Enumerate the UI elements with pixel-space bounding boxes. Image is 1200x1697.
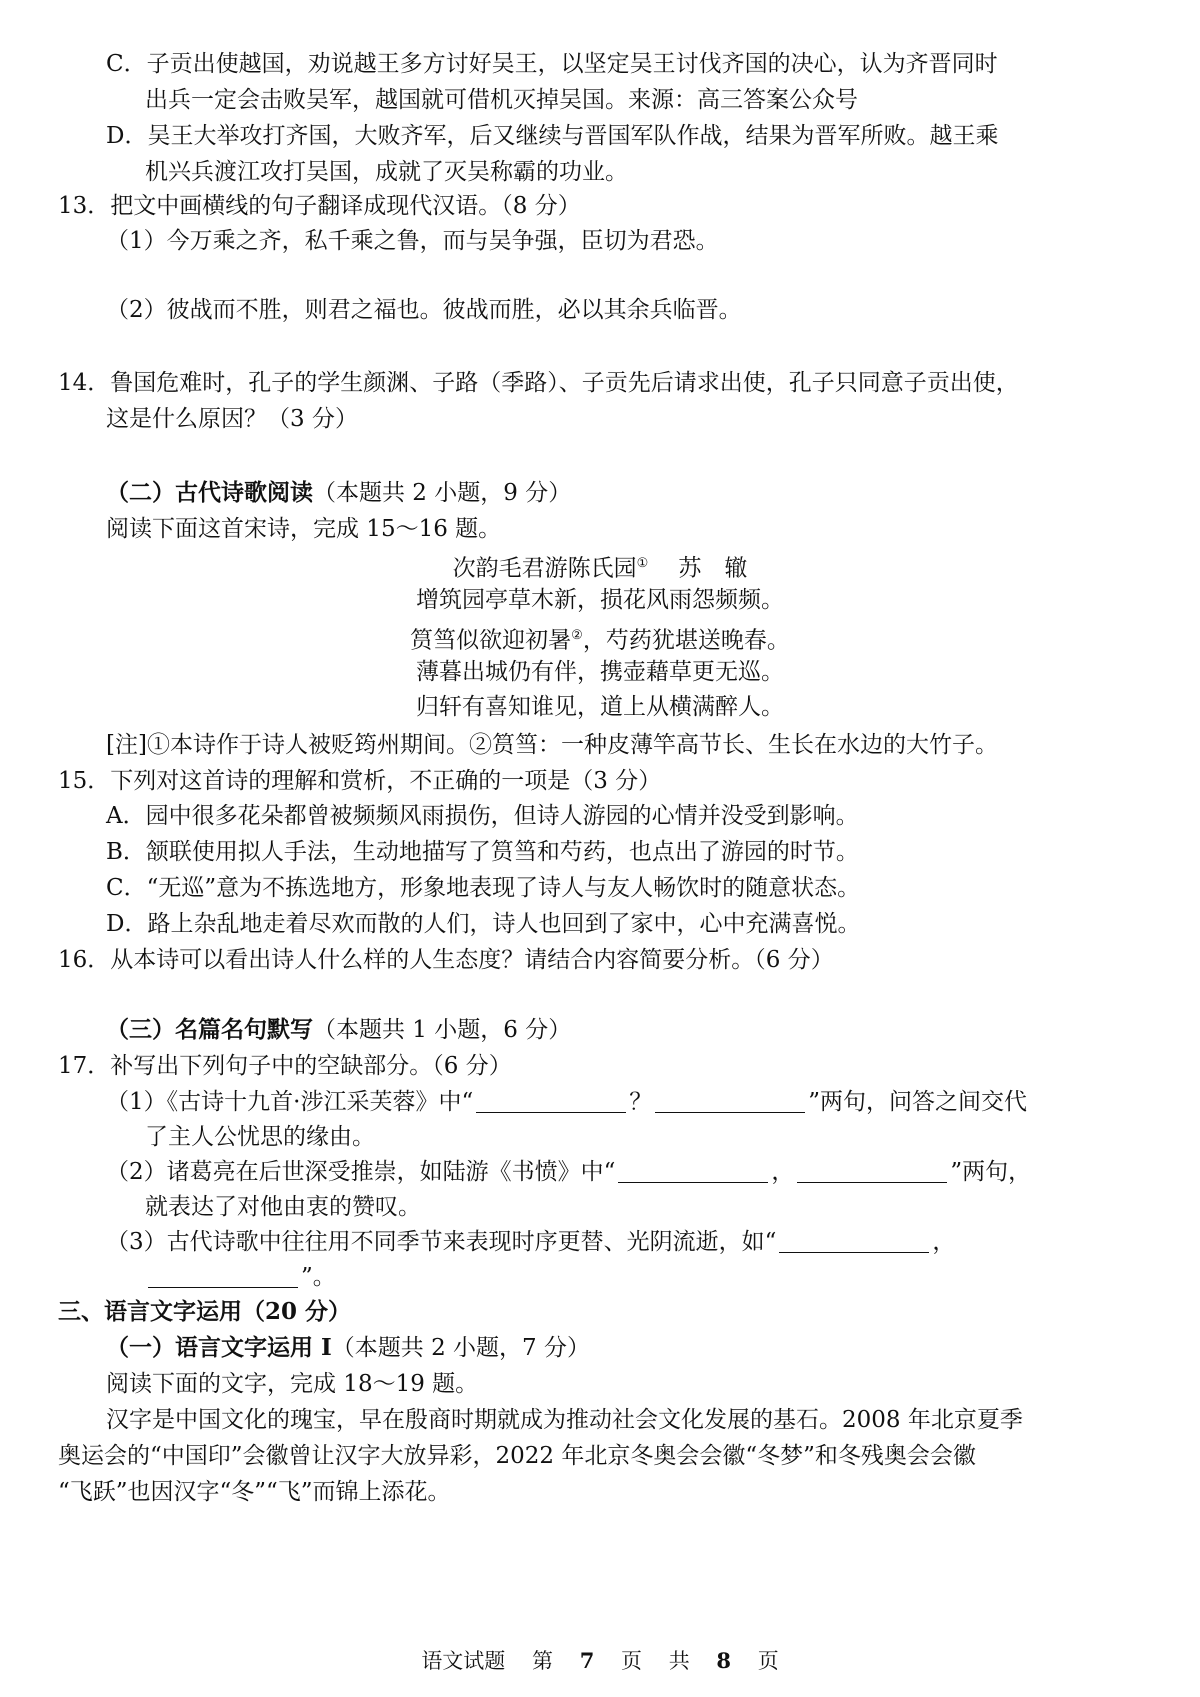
section3-heading-title: （三）名篇名句默写 — [106, 1016, 313, 1043]
footer-ye2: 页 — [757, 1649, 779, 1673]
q17-stem: 17．补写出下列句子中的空缺部分。（6 分） — [58, 1053, 512, 1079]
q16-stem: 16．从本诗可以看出诗人什么样的人生态度？请结合内容简要分析。（6 分） — [58, 947, 834, 973]
part3-subheading-title: （一）语言文字运用 I — [106, 1334, 332, 1361]
q17-item2-line1 — [106, 1155, 1031, 1189]
q17-item3-sep: ， — [932, 1229, 956, 1255]
footer-total-pages: 8 — [716, 1648, 731, 1673]
footer-ye: 页 — [621, 1649, 642, 1673]
page-footer — [0, 1645, 1200, 1675]
q17-item1-line1 — [106, 1085, 1027, 1119]
q17-blank-1b[interactable] — [655, 1090, 805, 1113]
q12-option-c-line2: 出兵一定会击败吴军，越国就可借机灭掉吴国。来源：高三答案公众号 — [145, 87, 858, 113]
part3-heading: 三、语言文字运用（20 分） — [58, 1298, 352, 1325]
poem-line-1: 增筑园亭草木新，损花风雨怨频频。 — [416, 587, 784, 613]
q17-item3-line2 — [145, 1260, 336, 1294]
section2-heading — [106, 476, 571, 510]
q17-item2-text-b: ”两句， — [950, 1159, 1032, 1185]
q13-sentence-2: （2）彼战而不胜，则君之福也。彼战而胜，必以其余兵临晋。 — [106, 297, 742, 323]
q15-option-c: C．“无巡”意为不拣选地方，形象地表现了诗人与友人畅饮时的随意状态。 — [106, 875, 861, 901]
section2-heading-detail: （本题共 2 小题，9 分） — [313, 480, 572, 506]
part3-subheading-detail: （本题共 2 小题，7 分） — [331, 1335, 590, 1361]
q15-option-b: B．颔联使用拟人手法，生动地描写了筼筜和芍药，也点出了游园的时节。 — [106, 839, 859, 865]
section3-heading-detail: （本题共 1 小题，6 分） — [313, 1017, 572, 1043]
poem-line-2 — [0, 619, 1200, 658]
footer-subject: 语文试题 — [421, 1649, 506, 1673]
poem-line-2b: ，芍药犹堪送晚春。 — [582, 627, 790, 654]
q17-item1-text-a: （1）《古诗十九首·涉江采芙蓉》中“ — [106, 1089, 474, 1115]
q15-option-a: A．园中很多花朵都曾被频频风雨损伤，但诗人游园的心情并没受到影响。 — [106, 803, 859, 829]
q17-blank-2b[interactable] — [797, 1160, 947, 1183]
passage-line-3: “飞跃”也因汉字“冬”“飞”而锦上添花。 — [58, 1479, 451, 1505]
q17-item3-line1 — [106, 1225, 955, 1259]
poem-title: 次韵毛君游陈氏园 — [452, 555, 637, 582]
footer-page-number: 7 — [579, 1648, 595, 1673]
q15-option-d: D．路上杂乱地走着尽欢而散的人们，诗人也回到了家中，心中充满喜悦。 — [106, 911, 861, 937]
q12-option-c-line1: C．子贡出使越国，劝说越王多方讨好吴王，以坚定吴王讨伐齐国的决心，认为齐晋同时 — [106, 51, 998, 77]
poem-line-2-note-mark: ② — [571, 628, 583, 643]
q17-item2-sep: ， — [771, 1159, 795, 1185]
part3-subheading — [106, 1331, 590, 1365]
q13-stem: 13．把文中画横线的句子翻译成现代汉语。（8 分） — [58, 193, 581, 219]
q17-blank-2a[interactable] — [618, 1160, 768, 1183]
q13-sentence-1: （1）今万乘之齐，私千乘之鲁，而与吴争强，臣切为君恐。 — [106, 228, 719, 254]
part3-intro: 阅读下面的文字，完成 18～19 题。 — [106, 1371, 479, 1397]
footer-di: 第 — [532, 1649, 553, 1673]
q12-option-d-line1: D．吴王大举攻打齐国，大败齐军，后又继续与晋国军队作战，结果为晋军所败。越王乘 — [106, 123, 999, 149]
q17-blank-3b[interactable] — [148, 1265, 298, 1288]
passage-line-2: 奥运会的“中国印”会徽曾让汉字大放异彩，2022 年北京冬奥会会徽“冬梦”和冬残奥会会徽 — [58, 1443, 976, 1469]
q17-item1-text-b: ”两句，问答之间交代 — [808, 1089, 1027, 1115]
section2-intro: 阅读下面这首宋诗，完成 15～16 题。 — [106, 516, 502, 542]
poem-title-line — [0, 547, 1200, 586]
q17-item2-line2: 就表达了对他由衷的赞叹。 — [145, 1194, 421, 1220]
q15-stem: 15．下列对这首诗的理解和赏析，不正确的一项是（3 分） — [58, 768, 662, 794]
q14-line2: 这是什么原因？（3 分） — [106, 406, 358, 432]
q17-item1-sep: ？ — [629, 1089, 653, 1115]
poem-line-4: 归轩有喜知谁见，道上从横满醉人。 — [416, 694, 784, 720]
q14-line1: 14．鲁国危难时，孔子的学生颜渊、子路（季路）、子贡先后请求出使，孔子只同意子贡出使， — [58, 370, 1019, 396]
section3-heading — [106, 1013, 571, 1047]
poem-line-3: 薄暮出城仍有伴，携壶藉草更无巡。 — [416, 659, 784, 685]
q17-blank-1a[interactable] — [476, 1090, 626, 1113]
q17-item3-end: ”。 — [301, 1264, 336, 1290]
poem-author: 苏 辙 — [678, 555, 748, 582]
section2-heading-title: （二）古代诗歌阅读 — [106, 479, 313, 506]
q17-item1-line2: 了主人公忧思的缘由。 — [145, 1124, 375, 1150]
poem-title-note-mark: ① — [636, 556, 649, 571]
q17-blank-3a[interactable] — [779, 1230, 929, 1253]
q17-item3-text-a: （3）古代诗歌中往往用不同季节来表现时序更替、光阴流逝，如“ — [106, 1229, 777, 1255]
passage-line-1: 汉字是中国文化的瑰宝，早在殷商时期就成为推动社会文化发展的基石。2008 年北京夏季 — [106, 1407, 1023, 1433]
poem-line-2a: 筼筜似欲迎初暑 — [410, 627, 572, 654]
q12-option-d-line2: 机兴兵渡江攻打吴国，成就了灭吴称霸的功业。 — [145, 159, 628, 185]
footer-gong: 共 — [668, 1649, 690, 1673]
q17-item2-text-a: （2）诸葛亮在后世深受推崇，如陆游《书愤》中“ — [106, 1159, 616, 1185]
poem-note: [注]①本诗作于诗人被贬筠州期间。②筼筜：一种皮薄竿高节长、生长在水边的大竹子。 — [106, 732, 998, 758]
